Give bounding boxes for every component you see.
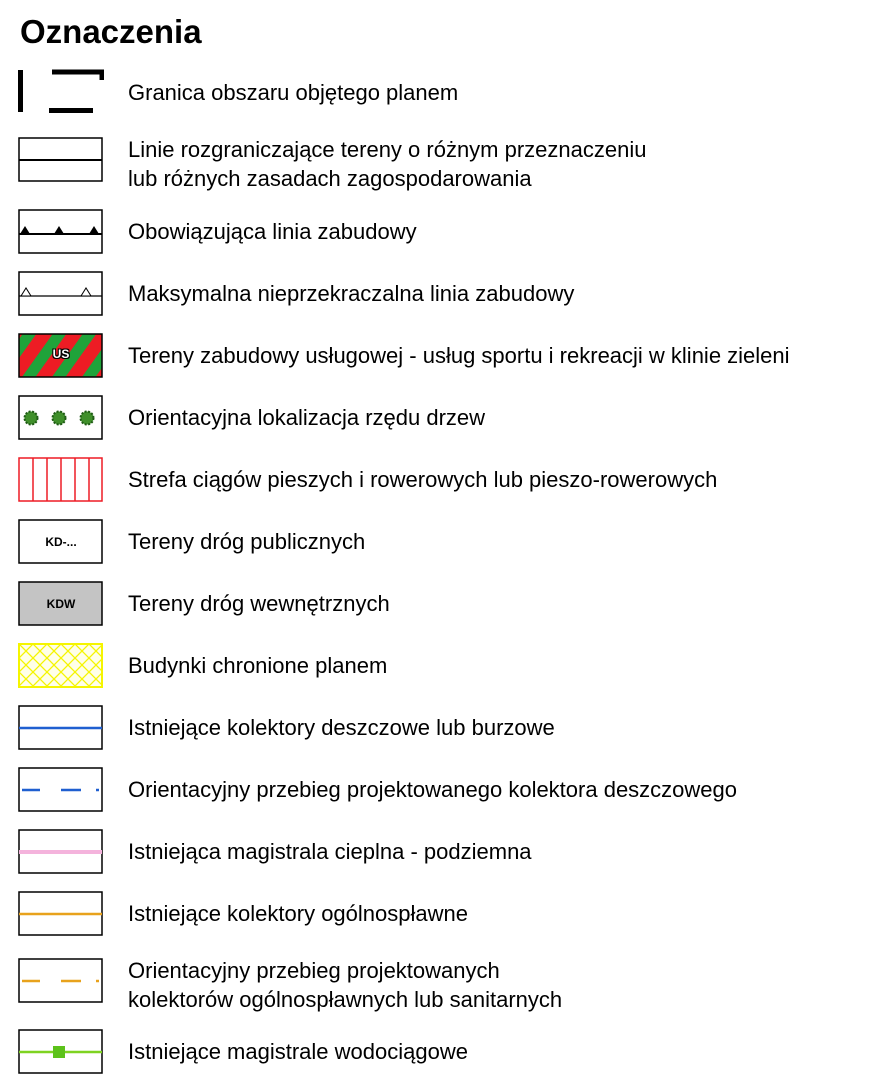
legend-label: Istniejące kolektory ogólnospławne — [128, 901, 468, 926]
legend-label: Maksymalna nieprzekraczalna linia zabudowy — [128, 281, 575, 306]
legend-label: Orientacyjna lokalizacja rzędu drzew — [128, 405, 486, 430]
legend-label: Tereny dróg publicznych — [128, 529, 366, 554]
water-main-symbol — [18, 1028, 104, 1074]
pedestrian-cycle-zone-symbol — [18, 456, 104, 502]
tree-icon — [25, 412, 38, 425]
legend-label: Orientacyjny przebieg projektowanych kolektorów ogólnospławnych lub sanitarnych — [128, 958, 563, 1012]
tree-icon — [81, 412, 94, 425]
legend-label: Orientacyjny przebieg projektowanego kolektora deszczowego — [128, 777, 738, 802]
service-area-us-symbol — [18, 332, 104, 378]
tree-row-symbol — [18, 394, 104, 440]
heat-main-symbol — [18, 828, 104, 874]
legend-label: Strefa ciągów pieszych i rowerowych lub pieszo-rowerowych — [128, 467, 718, 492]
protected-buildings-symbol — [18, 642, 104, 688]
planned-combined-sewer-symbol — [18, 957, 104, 1003]
legend-label: Tereny zabudowy usługowej - usług sportu i rekreacji w klinie zieleni — [128, 343, 790, 368]
public-roads-code: KD-... — [45, 535, 77, 549]
planned-storm-collector-symbol — [18, 766, 104, 812]
max-building-line-symbol — [18, 270, 104, 316]
internal-roads-symbol — [18, 580, 104, 626]
legend-label: Istniejące magistrale wodociągowe — [128, 1039, 468, 1064]
internal-roads-code: KDW — [46, 597, 76, 611]
service-area-code: US — [52, 347, 70, 361]
legend-label: Linie rozgraniczające tereny o różnym przeznaczeniu lub różnych zasadach zagospodarowania — [128, 137, 647, 191]
demarcation-line-symbol — [18, 136, 104, 182]
combined-sewer-symbol — [18, 890, 104, 936]
tree-icon — [53, 412, 66, 425]
storm-collector-symbol — [18, 704, 104, 750]
legend-label: Istniejąca magistrala cieplna - podziemna — [128, 839, 532, 864]
mandatory-building-line-symbol — [18, 208, 104, 254]
legend-label: Budynki chronione planem — [128, 653, 388, 678]
legend-label: Tereny dróg wewnętrznych — [128, 591, 390, 616]
legend-label: Granica obszaru objętego planem — [128, 80, 459, 105]
legend-label: Obowiązująca linia zabudowy — [128, 219, 417, 244]
legend-title: Oznaczenia — [20, 13, 202, 50]
public-roads-symbol — [18, 518, 104, 564]
plan-boundary-symbol — [18, 68, 104, 114]
legend-label: Istniejące kolektory deszczowe lub burzowe — [128, 715, 555, 740]
